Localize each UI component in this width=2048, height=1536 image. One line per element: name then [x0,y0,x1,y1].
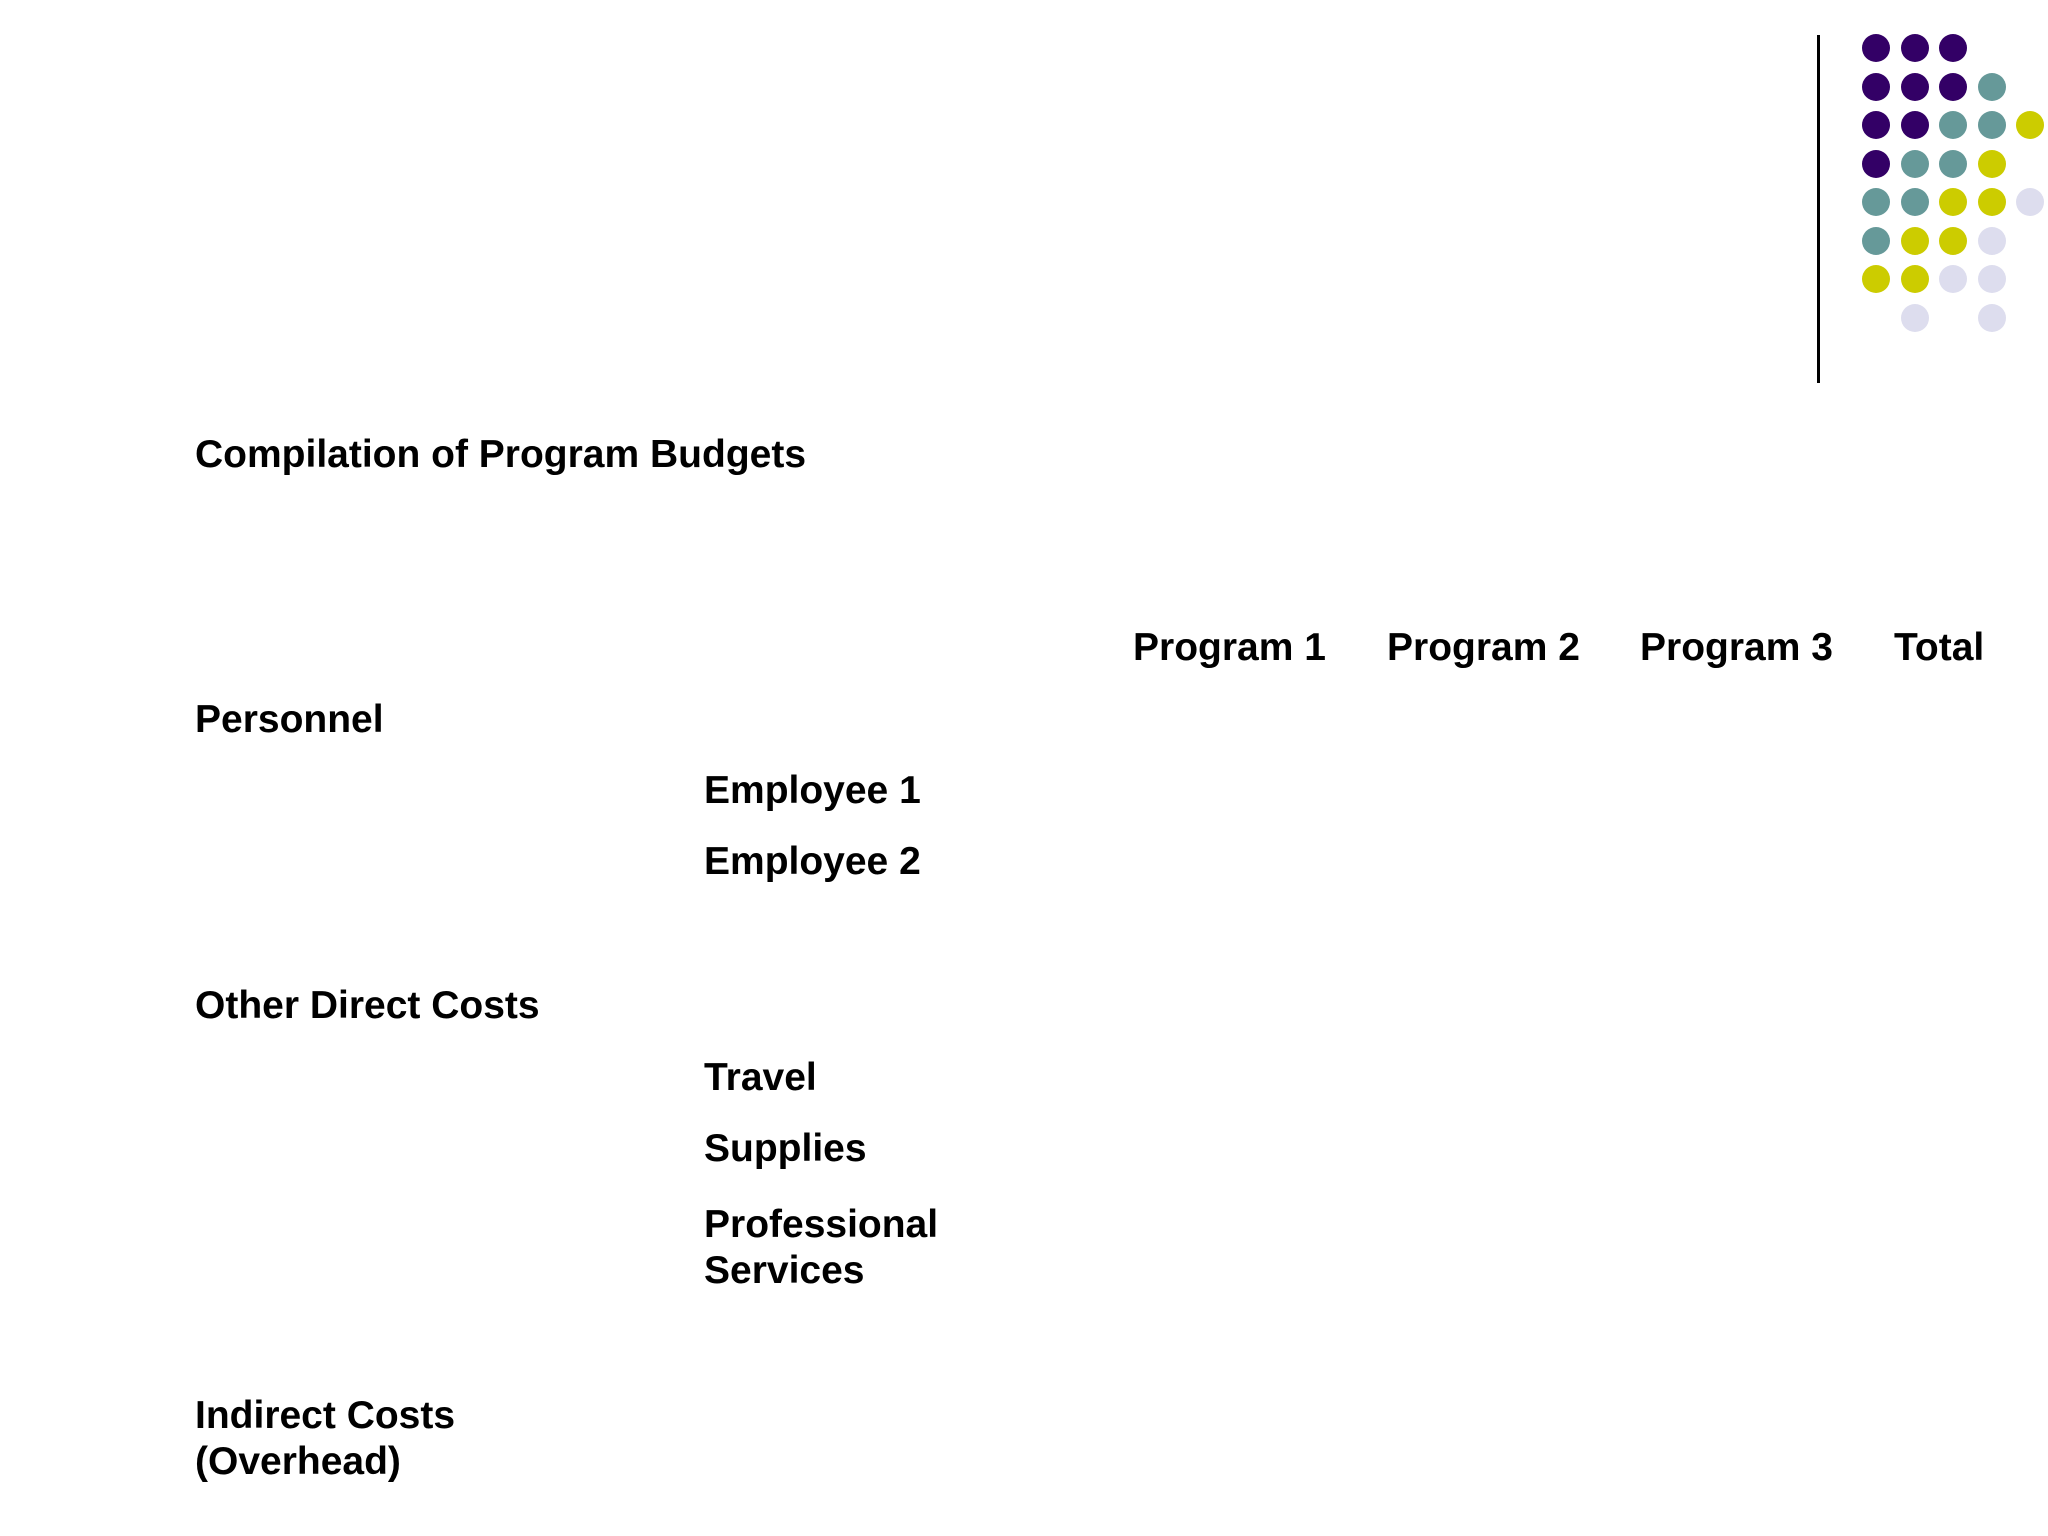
decorative-dot [1939,227,1967,255]
decorative-dot [1978,188,2006,216]
decorative-dot [1862,150,1890,178]
section-label-other-direct-costs: Other Direct Costs [195,984,540,1027]
slide-title: Compilation of Program Budgets [195,433,807,476]
row-label-professional-services: Professional Services [704,1203,939,1292]
decorative-dot [1901,111,1929,139]
decorative-dot-grid [0,0,2048,400]
decorative-dot [1939,111,1967,139]
column-header-program-3: Program 3 [1640,626,1833,669]
decorative-dot [1901,304,1929,332]
decorative-dot [1978,73,2006,101]
row-label-employee-1: Employee 1 [704,769,921,812]
vertical-divider-line [1817,35,1820,383]
decorative-dot [1939,150,1967,178]
decorative-dot [1901,34,1929,62]
decorative-dot [1901,265,1929,293]
decorative-dot [1901,227,1929,255]
decorative-dot [1901,188,1929,216]
decorative-dot [1939,34,1967,62]
decorative-dot [1862,265,1890,293]
row-label-supplies: Supplies [704,1127,867,1170]
decorative-dot [1862,188,1890,216]
decorative-dot [1901,73,1929,101]
decorative-dot [2016,111,2044,139]
decorative-dot [1978,111,2006,139]
decorative-dot [1901,150,1929,178]
decorative-dot [1862,111,1890,139]
decorative-dot [1978,304,2006,332]
decorative-dot [1978,265,2006,293]
decorative-dot [1978,150,2006,178]
row-label-employee-2: Employee 2 [704,840,921,883]
decorative-dot [1939,188,1967,216]
column-header-program-2: Program 2 [1387,626,1580,669]
decorative-dot [2016,188,2044,216]
decorative-dot [1862,227,1890,255]
decorative-dot [1862,34,1890,62]
section-label-personnel: Personnel [195,698,384,741]
decorative-dot [1939,265,1967,293]
decorative-dot [1978,227,2006,255]
decorative-dot [1939,73,1967,101]
column-header-total: Total [1894,626,1985,669]
section-label-indirect-costs: Indirect Costs (Overhead) [195,1394,456,1483]
decorative-dot [1862,73,1890,101]
row-label-travel: Travel [704,1056,817,1099]
column-header-program-1: Program 1 [1133,626,1326,669]
